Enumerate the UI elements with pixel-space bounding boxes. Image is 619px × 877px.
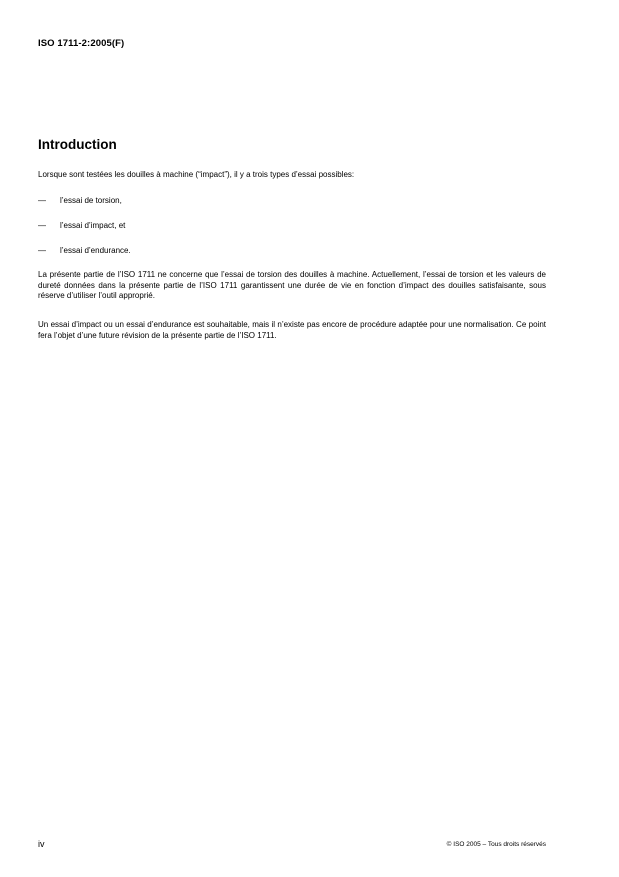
intro-sentence: Lorsque sont testées les douilles à machine (“impact”), il y a trois types d’essai possibles:	[38, 170, 355, 179]
list-item-text: l’essai d’endurance.	[60, 246, 131, 255]
list-item	[38, 221, 125, 232]
list-dash: —	[38, 221, 46, 230]
list-dash: —	[38, 196, 46, 205]
list-dash: —	[38, 246, 46, 255]
paragraph-future-revision: Un essai d’impact ou un essai d’endurance est souhaitable, mais il n’existe pas encore de procédure adaptée pour une normalisation. Ce point fera l’objet d’une future révision de la présente partie de l’ISO 1711.	[38, 320, 546, 340]
document-header-id: ISO 1711-2:2005(F)	[38, 38, 125, 49]
list-item	[38, 246, 131, 257]
list-item	[38, 196, 122, 207]
list-item-text: l’essai de torsion,	[60, 196, 122, 205]
paragraph-scope: La présente partie de l’ISO 1711 ne concerne que l’essai de torsion des douilles à machine. Actuellement, l’essai de torsion et les valeurs de dureté données dans la présente partie de l’ISO 1711 garantissent une durée de vie en fonction d’impact des douilles satisfaisante, sous réserve d’utiliser l’outil approprié.	[38, 270, 546, 300]
page-number: iv	[38, 839, 45, 849]
list-item-text: l’essai d’impact, et	[60, 221, 126, 230]
copyright-notice: © ISO 2005 – Tous droits réservés	[446, 841, 546, 848]
section-title: Introduction	[38, 137, 117, 152]
